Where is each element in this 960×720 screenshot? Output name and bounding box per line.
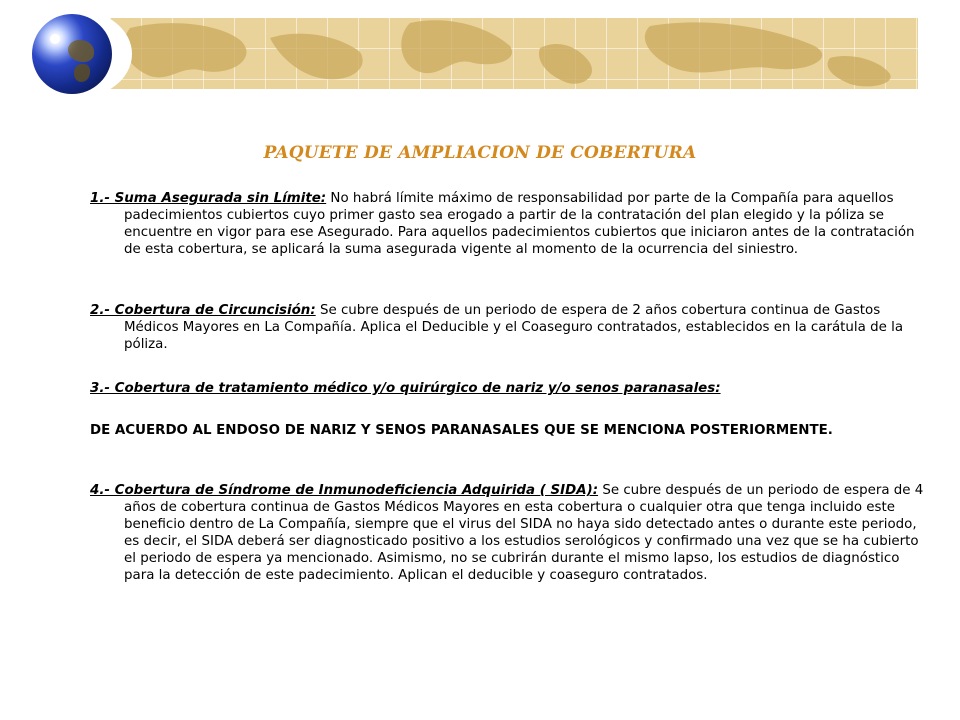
item-heading: 3.- Cobertura de tratamiento médico y/o quirúrgico de nariz y/o senos paranasales: (90, 381, 721, 396)
coverage-item-4 (90, 482, 924, 584)
globe-logo (22, 10, 132, 98)
item-heading: 4.- Cobertura de Síndrome de Inmunodeficiencia Adquirida ( SIDA): (90, 483, 599, 498)
item-body: No habrá límite máximo de responsabilidad por parte de la Compañía para aquellos padecimientos cubiertos cuyo primer gasto sea erogado a partir de la contratación del plan elegido y la póliza se encuentre en vigor para ese Asegurado. Para aquellos padecimientos cubiertos que iniciaron antes de la contratación de esta cobertura, se aplicará la suma asegurada vigente al momento de la ocurrencia del siniestro. (124, 191, 915, 257)
item-body: Se cubre después de un periodo de espera de 2 años cobertura continua de Gastos Médicos Mayores en La Compañía. Aplica el Deducible y el Coaseguro contratados, establecidos en la carátula de la póliza. (124, 303, 904, 352)
world-map-banner (110, 18, 918, 89)
page-title: PAQUETE DE AMPLIACION DE COBERTURA (263, 143, 697, 163)
coverage-item-1 (90, 190, 924, 258)
globe-icon (32, 14, 112, 94)
globe-landmass (74, 64, 90, 82)
item-heading: 1.- Suma Asegurada sin Límite: (90, 191, 327, 206)
item-heading: 2.- Cobertura de Circuncisión: (90, 303, 316, 318)
globe-landmass (68, 40, 94, 62)
globe-light-flare (50, 34, 60, 44)
coverage-item-2 (90, 302, 924, 353)
coverage-item-3 (90, 380, 924, 397)
endorsement-note: DE ACUERDO AL ENDOSO DE NARIZ Y SENOS PARANASALES QUE SE MENCIONA POSTERIORMENTE. (90, 423, 833, 438)
map-continents (110, 18, 918, 89)
item-body: Se cubre después de un periodo de espera de 4 años de cobertura continua de Gastos Médicos Mayores en esta cobertura o cualquier otra que tenga incluido este beneficio dentro de La Compañía, siempre que el virus del SIDA no haya sido detectado antes o durante este periodo, es decir, el SIDA deberá ser diagnosticado positivo a los estudios serológicos y confirmado una vez que se ha cubierto el periodo de espera ya mencionado. Asimismo, no se cubrirán durante el mismo lapso, los estudios de diagnóstico para la detección de este padecimiento. Aplican el deducible y coaseguro contratados. (124, 483, 924, 583)
